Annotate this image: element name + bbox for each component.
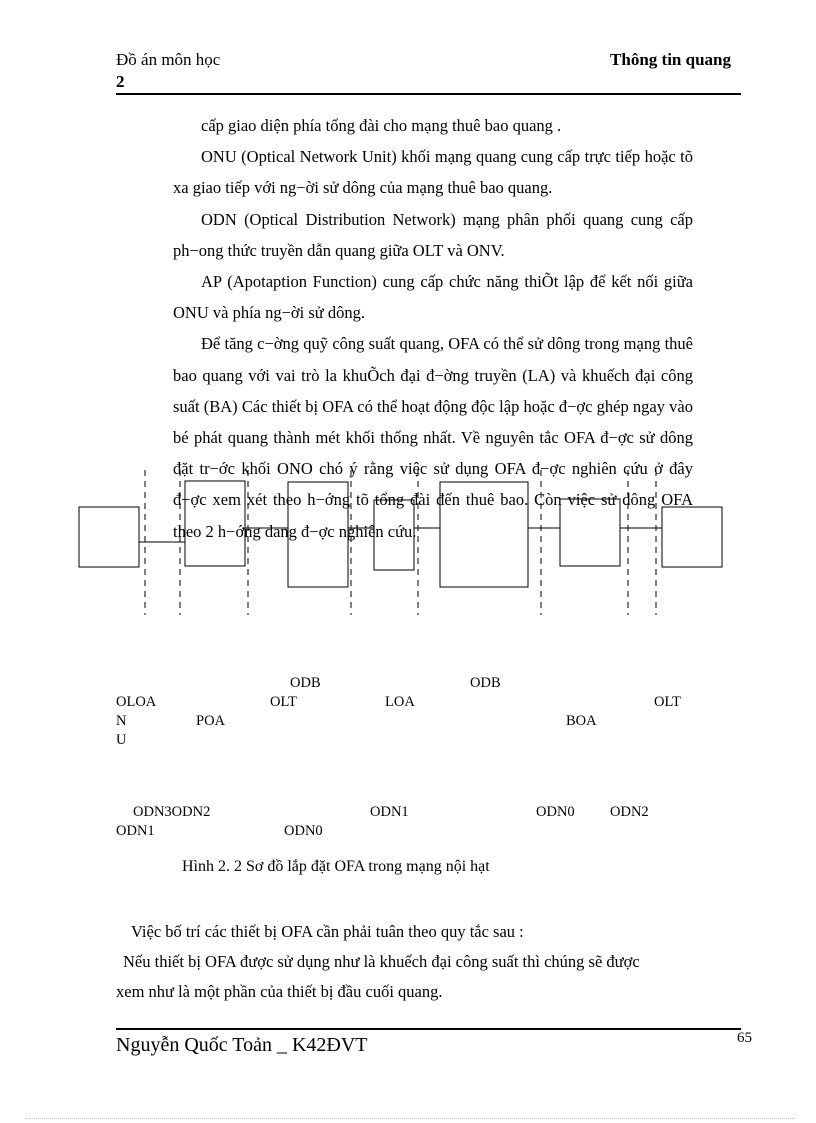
diagram-label-odn1: ODN1 [116, 823, 155, 839]
diagram-label-oloa: OLOA [116, 694, 157, 710]
diagram-block-olt-left [79, 507, 139, 567]
paragraph-olt-continued: cấp giao diện phía tổng đài cho mạng thuê bao quang . [201, 116, 562, 135]
diagram-label-olt: OLT [654, 694, 681, 710]
diagram-label-boa: BOA [566, 713, 597, 729]
body-text [173, 110, 693, 547]
diagram-label-n: N [116, 713, 127, 729]
diagram-label-odn2: ODN2 [610, 804, 649, 820]
diagram-label-loa: LOA [385, 694, 415, 710]
diagram-label-odn0: ODN0 [284, 823, 323, 839]
header-course-title: Đồ án môn học [116, 50, 221, 69]
paragraph-rule-line: xem như là một phần của thiết bị đầu cuối quang. [116, 982, 443, 1001]
header-subject: Thông tin quang [610, 50, 731, 69]
header-course-number: 2 [116, 72, 125, 91]
diagram-label-odb: ODB [470, 675, 501, 691]
diagram-label-odn3odn2: ODN3ODN2 [133, 804, 211, 820]
paragraph-onu: ONU (Optical Network Unit) khối mạng quang cung cấp trực tiếp hoặc tõ xa giao tiếp với ng−ời sử dông của mạng thuê bao quang. [173, 147, 693, 198]
paragraph-ofa: Để tăng c−ờng quỹ công suất quang, OFA có thể sử dông trong mạng thuê bao quang với vai trò la khuÕch đại đ−ờng truyền (LA) và khuếch đại công suất (BA) Các thiết bị OFA có thể hoạt động độc lập hoặc đ−ợc ghép ngay vào bé phát quang thành mét khối thống nhất. Về nguyên tắc OFA đ−ợc sử dông đặt tr−ớc khối ONO chó ý rằng việc sử dụng OFA đ−ợc nghiên cứu ở đây đ−ợc xem xét theo h−ớng tõ tổng đài đến thuê bao. Còn việc sử dông OFA theo 2 h−ớng dang đ−ợc nghiên cứu. [173, 334, 693, 541]
diagram-label-odn0: ODN0 [536, 804, 575, 820]
paragraph-rules-intro: Việc bố trí các thiết bị OFA cần phải tuân theo quy tắc sau : [131, 922, 524, 941]
page-bottom-dotted-line [25, 1118, 795, 1119]
footer-rule [116, 1028, 741, 1030]
diagram-label-poa: POA [196, 713, 226, 729]
diagram-label-odn1: ODN1 [370, 804, 409, 820]
paragraph-odn: ODN (Optical Distribution Network) mạng phân phối quang cung cấp ph−ong thức truyền dẫn quang giữa OLT và ONV. [173, 209, 693, 260]
diagram-label-olt: OLT [270, 694, 297, 710]
footer-author: Nguyễn Quốc Toản _ K42ĐVT [116, 1034, 368, 1056]
paragraph-ap: AP (Apotaption Function) cung cấp chức năng thiÕt lập để kết nối giữa ONU và phía ng−ời sử dông. [173, 272, 693, 323]
diagram-label-odb: ODB [290, 675, 321, 691]
paragraph-rule-line: Nếu thiết bị OFA được sử dụng như là khuếch đại công suất thì chúng sẽ được [123, 952, 640, 971]
page-number: 65 [737, 1030, 752, 1046]
figure-caption: Hình 2. 2 Sơ đồ lắp đặt OFA trong mạng nội hạt [182, 858, 490, 875]
diagram-label-u: U [116, 732, 127, 748]
